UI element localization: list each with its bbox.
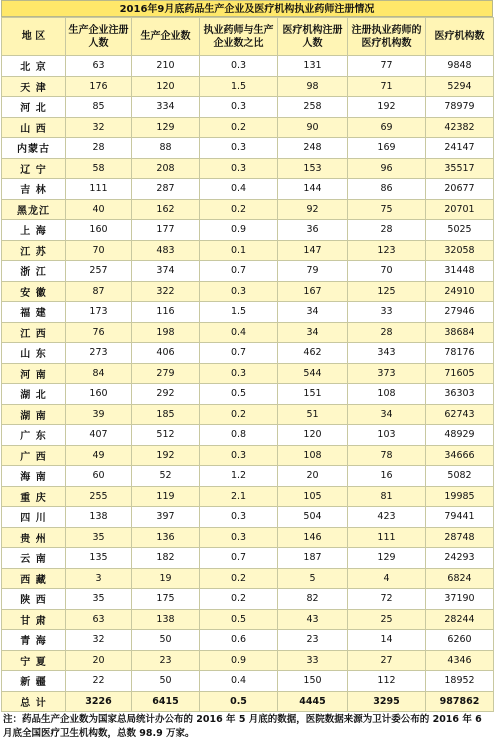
medical-count-cell: 35517 [426, 158, 494, 179]
region-cell: 河 北 [2, 97, 66, 118]
medical-registrants-cell: 5 [278, 568, 348, 589]
medical-count-cell: 5025 [426, 220, 494, 241]
manufacturer-registrants-cell: 273 [66, 343, 132, 364]
medical-count-cell: 42382 [426, 117, 494, 138]
medical-with-pharmacist-cell: 111 [348, 527, 426, 548]
manufacturer-registrants-cell: 63 [66, 609, 132, 630]
table-row [2, 199, 494, 220]
ratio-cell: 1.2 [200, 466, 278, 487]
ratio-cell: 0.3 [200, 507, 278, 528]
header-region: 地 区 [2, 18, 66, 56]
manufacturer-registrants-cell: 3226 [66, 691, 132, 712]
table-row [2, 527, 494, 548]
region-cell: 海 南 [2, 466, 66, 487]
manufacturer-count-cell: 120 [132, 76, 200, 97]
medical-registrants-cell: 92 [278, 199, 348, 220]
medical-registrants-cell: 258 [278, 97, 348, 118]
header-medical-registrants: 医疗机构注册人数 [278, 18, 348, 56]
manufacturer-count-cell: 177 [132, 220, 200, 241]
medical-registrants-cell: 167 [278, 281, 348, 302]
medical-count-cell: 71605 [426, 363, 494, 384]
table-row [2, 281, 494, 302]
table-row [2, 630, 494, 651]
region-cell: 宁 夏 [2, 650, 66, 671]
region-cell: 四 川 [2, 507, 66, 528]
header-ratio: 执业药师与生产企业数之比 [200, 18, 278, 56]
medical-count-cell: 38684 [426, 322, 494, 343]
medical-with-pharmacist-cell: 75 [348, 199, 426, 220]
region-cell: 湖 南 [2, 404, 66, 425]
medical-count-cell: 4346 [426, 650, 494, 671]
table-row [2, 138, 494, 159]
medical-with-pharmacist-cell: 71 [348, 76, 426, 97]
medical-with-pharmacist-cell: 86 [348, 179, 426, 200]
medical-registrants-cell: 144 [278, 179, 348, 200]
header-row [2, 18, 494, 56]
medical-count-cell: 62743 [426, 404, 494, 425]
region-cell: 天 津 [2, 76, 66, 97]
ratio-cell: 0.5 [200, 691, 278, 712]
medical-count-cell: 5294 [426, 76, 494, 97]
manufacturer-registrants-cell: 32 [66, 630, 132, 651]
table-row [2, 117, 494, 138]
manufacturer-registrants-cell: 85 [66, 97, 132, 118]
medical-registrants-cell: 108 [278, 445, 348, 466]
medical-count-cell: 6260 [426, 630, 494, 651]
manufacturer-registrants-cell: 160 [66, 220, 132, 241]
medical-with-pharmacist-cell: 108 [348, 384, 426, 405]
medical-count-cell: 19985 [426, 486, 494, 507]
medical-with-pharmacist-cell: 72 [348, 589, 426, 610]
table-row [2, 466, 494, 487]
medical-count-cell: 28748 [426, 527, 494, 548]
table-row [2, 302, 494, 323]
table-row [2, 76, 494, 97]
medical-count-cell: 31448 [426, 261, 494, 282]
ratio-cell: 2.1 [200, 486, 278, 507]
manufacturer-count-cell: 138 [132, 609, 200, 630]
manufacturer-count-cell: 175 [132, 589, 200, 610]
manufacturer-registrants-cell: 76 [66, 322, 132, 343]
medical-count-cell: 79441 [426, 507, 494, 528]
manufacturer-registrants-cell: 407 [66, 425, 132, 446]
manufacturer-registrants-cell: 255 [66, 486, 132, 507]
medical-with-pharmacist-cell: 3295 [348, 691, 426, 712]
medical-registrants-cell: 187 [278, 548, 348, 569]
medical-with-pharmacist-cell: 70 [348, 261, 426, 282]
ratio-cell: 0.4 [200, 671, 278, 692]
manufacturer-registrants-cell: 173 [66, 302, 132, 323]
table-row [2, 384, 494, 405]
manufacturer-registrants-cell: 22 [66, 671, 132, 692]
region-cell: 青 海 [2, 630, 66, 651]
medical-with-pharmacist-cell: 28 [348, 220, 426, 241]
table-row [2, 568, 494, 589]
header-manufacturer-count: 生产企业数 [132, 18, 200, 56]
ratio-cell: 0.2 [200, 589, 278, 610]
medical-count-cell: 78176 [426, 343, 494, 364]
ratio-cell: 0.2 [200, 199, 278, 220]
statistics-sheet [1, 0, 493, 741]
medical-registrants-cell: 23 [278, 630, 348, 651]
medical-with-pharmacist-cell: 192 [348, 97, 426, 118]
table-row [2, 507, 494, 528]
manufacturer-count-cell: 185 [132, 404, 200, 425]
ratio-cell: 0.9 [200, 220, 278, 241]
manufacturer-registrants-cell: 58 [66, 158, 132, 179]
manufacturer-count-cell: 208 [132, 158, 200, 179]
region-cell: 重 庆 [2, 486, 66, 507]
medical-registrants-cell: 51 [278, 404, 348, 425]
medical-registrants-cell: 4445 [278, 691, 348, 712]
medical-registrants-cell: 33 [278, 650, 348, 671]
ratio-cell: 0.2 [200, 117, 278, 138]
manufacturer-count-cell: 334 [132, 97, 200, 118]
medical-with-pharmacist-cell: 112 [348, 671, 426, 692]
medical-count-cell: 18952 [426, 671, 494, 692]
manufacturer-count-cell: 6415 [132, 691, 200, 712]
medical-registrants-cell: 90 [278, 117, 348, 138]
medical-count-cell: 48929 [426, 425, 494, 446]
region-cell: 贵 州 [2, 527, 66, 548]
medical-with-pharmacist-cell: 14 [348, 630, 426, 651]
manufacturer-count-cell: 198 [132, 322, 200, 343]
medical-count-cell: 28244 [426, 609, 494, 630]
ratio-cell: 0.3 [200, 138, 278, 159]
manufacturer-registrants-cell: 39 [66, 404, 132, 425]
medical-with-pharmacist-cell: 77 [348, 56, 426, 77]
manufacturer-registrants-cell: 35 [66, 527, 132, 548]
medical-registrants-cell: 153 [278, 158, 348, 179]
manufacturer-registrants-cell: 32 [66, 117, 132, 138]
medical-registrants-cell: 43 [278, 609, 348, 630]
manufacturer-registrants-cell: 60 [66, 466, 132, 487]
footnote: 注：药品生产企业数为国家总局统计办公布的 2016 年 5 月底的数据，医院数据来源为卫计委公布的 2016 年 6 月底全国医疗卫生机构数，总数 98.9 万家。 [3, 714, 482, 739]
manufacturer-registrants-cell: 111 [66, 179, 132, 200]
region-cell: 内蒙古 [2, 138, 66, 159]
manufacturer-count-cell: 287 [132, 179, 200, 200]
ratio-cell: 0.8 [200, 425, 278, 446]
header-manufacturer-registrants: 生产企业注册人数 [66, 18, 132, 56]
medical-registrants-cell: 462 [278, 343, 348, 364]
medical-registrants-cell: 105 [278, 486, 348, 507]
medical-count-cell: 20701 [426, 199, 494, 220]
medical-registrants-cell: 98 [278, 76, 348, 97]
medical-count-cell: 9848 [426, 56, 494, 77]
medical-with-pharmacist-cell: 25 [348, 609, 426, 630]
table-row [2, 589, 494, 610]
header-medical-count: 医疗机构数 [426, 18, 494, 56]
region-cell: 黑龙江 [2, 199, 66, 220]
region-cell: 湖 北 [2, 384, 66, 405]
medical-with-pharmacist-cell: 125 [348, 281, 426, 302]
ratio-cell: 0.2 [200, 568, 278, 589]
table-row [2, 97, 494, 118]
table-row [2, 322, 494, 343]
region-cell: 云 南 [2, 548, 66, 569]
medical-count-cell: 37190 [426, 589, 494, 610]
medical-with-pharmacist-cell: 27 [348, 650, 426, 671]
manufacturer-registrants-cell: 87 [66, 281, 132, 302]
ratio-cell: 0.5 [200, 609, 278, 630]
ratio-cell: 0.7 [200, 343, 278, 364]
manufacturer-count-cell: 292 [132, 384, 200, 405]
manufacturer-count-cell: 19 [132, 568, 200, 589]
region-cell: 安 徽 [2, 281, 66, 302]
table-row [2, 404, 494, 425]
manufacturer-count-cell: 23 [132, 650, 200, 671]
medical-registrants-cell: 131 [278, 56, 348, 77]
medical-count-cell: 24147 [426, 138, 494, 159]
medical-registrants-cell: 544 [278, 363, 348, 384]
region-cell: 江 苏 [2, 240, 66, 261]
ratio-cell: 1.5 [200, 302, 278, 323]
manufacturer-registrants-cell: 84 [66, 363, 132, 384]
ratio-cell: 0.3 [200, 56, 278, 77]
total-row [2, 691, 494, 712]
table-row [2, 363, 494, 384]
ratio-cell: 0.3 [200, 445, 278, 466]
manufacturer-count-cell: 136 [132, 527, 200, 548]
region-cell: 西 藏 [2, 568, 66, 589]
medical-registrants-cell: 20 [278, 466, 348, 487]
medical-count-cell: 32058 [426, 240, 494, 261]
medical-count-cell: 27946 [426, 302, 494, 323]
medical-with-pharmacist-cell: 423 [348, 507, 426, 528]
medical-with-pharmacist-cell: 373 [348, 363, 426, 384]
table-row [2, 261, 494, 282]
region-cell: 福 建 [2, 302, 66, 323]
pharmacist-registration-table [1, 17, 494, 712]
medical-with-pharmacist-cell: 78 [348, 445, 426, 466]
ratio-cell: 0.2 [200, 404, 278, 425]
medical-count-cell: 24910 [426, 281, 494, 302]
medical-with-pharmacist-cell: 81 [348, 486, 426, 507]
medical-registrants-cell: 147 [278, 240, 348, 261]
manufacturer-count-cell: 162 [132, 199, 200, 220]
manufacturer-count-cell: 50 [132, 630, 200, 651]
manufacturer-registrants-cell: 63 [66, 56, 132, 77]
medical-registrants-cell: 151 [278, 384, 348, 405]
region-cell: 辽 宁 [2, 158, 66, 179]
medical-registrants-cell: 34 [278, 302, 348, 323]
medical-registrants-cell: 504 [278, 507, 348, 528]
table-row [2, 425, 494, 446]
region-cell: 陕 西 [2, 589, 66, 610]
table-row [2, 445, 494, 466]
medical-registrants-cell: 146 [278, 527, 348, 548]
medical-with-pharmacist-cell: 33 [348, 302, 426, 323]
table-row [2, 56, 494, 77]
medical-registrants-cell: 150 [278, 671, 348, 692]
medical-registrants-cell: 79 [278, 261, 348, 282]
manufacturer-registrants-cell: 49 [66, 445, 132, 466]
medical-with-pharmacist-cell: 28 [348, 322, 426, 343]
medical-with-pharmacist-cell: 129 [348, 548, 426, 569]
medical-count-cell: 20677 [426, 179, 494, 200]
ratio-cell: 1.5 [200, 76, 278, 97]
manufacturer-registrants-cell: 35 [66, 589, 132, 610]
medical-with-pharmacist-cell: 69 [348, 117, 426, 138]
manufacturer-registrants-cell: 160 [66, 384, 132, 405]
region-cell: 甘 肃 [2, 609, 66, 630]
medical-with-pharmacist-cell: 103 [348, 425, 426, 446]
table-row [2, 343, 494, 364]
table-body [2, 56, 494, 712]
manufacturer-count-cell: 322 [132, 281, 200, 302]
region-cell: 上 海 [2, 220, 66, 241]
medical-registrants-cell: 82 [278, 589, 348, 610]
ratio-cell: 0.3 [200, 527, 278, 548]
region-cell: 总 计 [2, 691, 66, 712]
manufacturer-count-cell: 210 [132, 56, 200, 77]
manufacturer-count-cell: 192 [132, 445, 200, 466]
medical-registrants-cell: 120 [278, 425, 348, 446]
medical-with-pharmacist-cell: 4 [348, 568, 426, 589]
manufacturer-registrants-cell: 40 [66, 199, 132, 220]
medical-with-pharmacist-cell: 96 [348, 158, 426, 179]
manufacturer-count-cell: 119 [132, 486, 200, 507]
medical-registrants-cell: 248 [278, 138, 348, 159]
region-cell: 吉 林 [2, 179, 66, 200]
region-cell: 江 西 [2, 322, 66, 343]
table-title: 2016年9月底药品生产企业及医疗机构执业药师注册情况 [1, 0, 493, 17]
ratio-cell: 0.6 [200, 630, 278, 651]
manufacturer-registrants-cell: 28 [66, 138, 132, 159]
manufacturer-count-cell: 50 [132, 671, 200, 692]
ratio-cell: 0.4 [200, 179, 278, 200]
ratio-cell: 0.9 [200, 650, 278, 671]
medical-count-cell: 36303 [426, 384, 494, 405]
table-row [2, 240, 494, 261]
table-row [2, 548, 494, 569]
manufacturer-count-cell: 374 [132, 261, 200, 282]
table-row [2, 179, 494, 200]
table-row [2, 220, 494, 241]
ratio-cell: 0.5 [200, 384, 278, 405]
manufacturer-registrants-cell: 138 [66, 507, 132, 528]
ratio-cell: 0.1 [200, 240, 278, 261]
medical-count-cell: 78979 [426, 97, 494, 118]
ratio-cell: 0.3 [200, 97, 278, 118]
manufacturer-registrants-cell: 176 [66, 76, 132, 97]
manufacturer-count-cell: 406 [132, 343, 200, 364]
region-cell: 新 疆 [2, 671, 66, 692]
ratio-cell: 0.3 [200, 281, 278, 302]
region-cell: 广 东 [2, 425, 66, 446]
manufacturer-registrants-cell: 3 [66, 568, 132, 589]
header-medical-with-pharmacist: 注册执业药师的医疗机构数 [348, 18, 426, 56]
medical-with-pharmacist-cell: 16 [348, 466, 426, 487]
manufacturer-count-cell: 483 [132, 240, 200, 261]
manufacturer-registrants-cell: 257 [66, 261, 132, 282]
medical-with-pharmacist-cell: 343 [348, 343, 426, 364]
manufacturer-count-cell: 88 [132, 138, 200, 159]
manufacturer-count-cell: 279 [132, 363, 200, 384]
region-cell: 北 京 [2, 56, 66, 77]
region-cell: 山 西 [2, 117, 66, 138]
ratio-cell: 0.4 [200, 322, 278, 343]
region-cell: 河 南 [2, 363, 66, 384]
medical-count-cell: 34666 [426, 445, 494, 466]
table-row [2, 671, 494, 692]
manufacturer-registrants-cell: 70 [66, 240, 132, 261]
medical-count-cell: 24293 [426, 548, 494, 569]
ratio-cell: 0.7 [200, 261, 278, 282]
ratio-cell: 0.3 [200, 158, 278, 179]
manufacturer-count-cell: 129 [132, 117, 200, 138]
medical-with-pharmacist-cell: 169 [348, 138, 426, 159]
table-row [2, 158, 494, 179]
medical-registrants-cell: 34 [278, 322, 348, 343]
medical-registrants-cell: 36 [278, 220, 348, 241]
medical-count-cell: 6824 [426, 568, 494, 589]
manufacturer-count-cell: 116 [132, 302, 200, 323]
ratio-cell: 0.3 [200, 363, 278, 384]
table-row [2, 609, 494, 630]
medical-with-pharmacist-cell: 34 [348, 404, 426, 425]
manufacturer-count-cell: 182 [132, 548, 200, 569]
ratio-cell: 0.7 [200, 548, 278, 569]
region-cell: 广 西 [2, 445, 66, 466]
manufacturer-count-cell: 52 [132, 466, 200, 487]
manufacturer-registrants-cell: 20 [66, 650, 132, 671]
manufacturer-count-cell: 397 [132, 507, 200, 528]
manufacturer-registrants-cell: 135 [66, 548, 132, 569]
medical-with-pharmacist-cell: 123 [348, 240, 426, 261]
table-row [2, 650, 494, 671]
region-cell: 浙 江 [2, 261, 66, 282]
medical-count-cell: 5082 [426, 466, 494, 487]
region-cell: 山 东 [2, 343, 66, 364]
medical-count-cell: 987862 [426, 691, 494, 712]
table-row [2, 486, 494, 507]
manufacturer-count-cell: 512 [132, 425, 200, 446]
